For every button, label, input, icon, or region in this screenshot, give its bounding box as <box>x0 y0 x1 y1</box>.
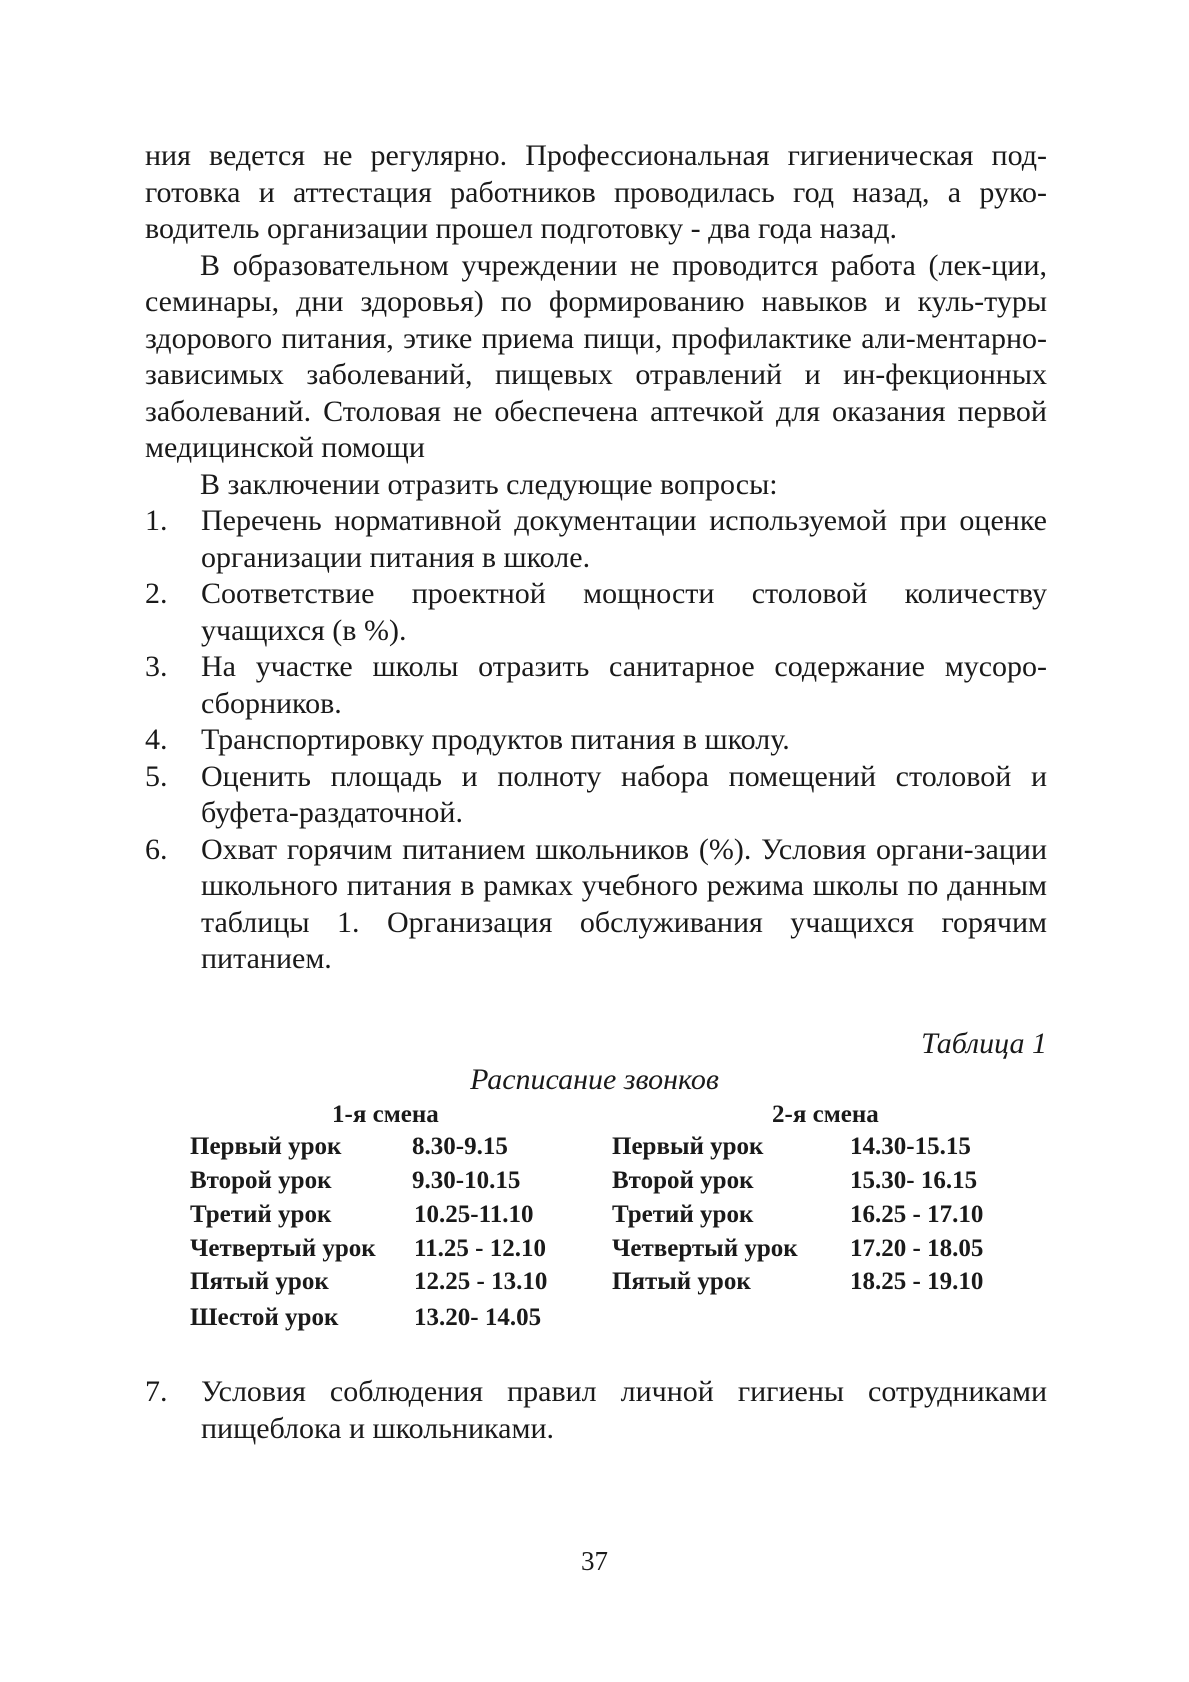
lesson-name: Четвертый урок <box>612 1235 798 1262</box>
lesson-time: 17.20 - 18.05 <box>850 1235 984 1262</box>
lesson-time: 14.30-15.15 <box>850 1133 971 1160</box>
list-item-number: 4. <box>145 723 168 756</box>
list-item-7 <box>145 1374 1047 1447</box>
lesson-name: Первый урок <box>190 1133 342 1160</box>
lesson-time: 8.30-9.15 <box>412 1133 508 1160</box>
lesson-name: Шестой урок <box>190 1304 339 1331</box>
lesson-name: Третий урок <box>190 1201 332 1228</box>
conclusion-questions-list-continued <box>145 1374 1047 1447</box>
lesson-time: 9.30-10.15 <box>412 1167 521 1194</box>
table-title: Расписание звонков <box>470 1063 719 1096</box>
lesson-time: 12.25 - 13.10 <box>414 1268 548 1295</box>
list-item-number: 1. <box>145 504 168 537</box>
lesson-time: 10.25-11.10 <box>414 1201 534 1228</box>
list-item-text: Транспортировку продуктов питания в школу. <box>201 723 790 756</box>
shift1-header: 1-я смена <box>332 1101 439 1128</box>
list-item-text: Охват горячим питанием школьников (%). Условия органи-зации школьного питания в рамках учебного режима школы по данным таблицы 1. Организация обслуживания учащихся горячим питанием. <box>201 832 1047 975</box>
list-item-text: На участке школы отразить санитарное содержание мусоро-сборников. <box>201 650 1047 720</box>
list-item-number: 7. <box>145 1375 168 1408</box>
list-item <box>145 832 1047 978</box>
list-item <box>145 503 1047 576</box>
list-item-text: Соответствие проектной мощности столовой количеству учащихся (в %). <box>201 577 1047 647</box>
paragraph-continuation: ния ведется не регулярно. Профессиональная гигиеническая под-готовка и аттестация работников проводилась год назад, а руко-водитель организации прошел подготовку - два года назад. <box>145 139 1047 245</box>
list-item-text: Условия соблюдения правил личной гигиены сотрудниками пищеблока и школьниками. <box>201 1375 1047 1445</box>
list-item <box>145 1374 1047 1447</box>
list-item-text: Оценить площадь и полноту набора помещений столовой и буфета-раздаточной. <box>201 759 1047 829</box>
lesson-name: Второй урок <box>612 1167 754 1194</box>
lesson-time: 13.20- 14.05 <box>414 1304 542 1331</box>
list-item-number: 3. <box>145 650 168 683</box>
shift2-header: 2-я смена <box>772 1101 879 1128</box>
list-item <box>145 722 1047 759</box>
conclusion-questions-list <box>145 503 1047 978</box>
list-item <box>145 649 1047 722</box>
page-number: 37 <box>581 1546 608 1576</box>
lesson-time: 15.30- 16.15 <box>850 1167 978 1194</box>
list-item-number: 5. <box>145 759 168 793</box>
lesson-time: 16.25 - 17.10 <box>850 1201 984 1228</box>
lesson-name: Пятый урок <box>190 1268 329 1295</box>
lesson-name: Пятый урок <box>612 1268 751 1295</box>
lesson-name: Второй урок <box>190 1167 332 1194</box>
table-caption: Таблица 1 <box>921 1027 1047 1060</box>
lesson-time: 18.25 - 19.10 <box>850 1268 984 1295</box>
paragraph-conclusion-intro: В заключении отразить следующие вопросы: <box>200 467 778 501</box>
lesson-name: Третий урок <box>612 1201 754 1228</box>
list-item-text: Перечень нормативной документации используемой при оценке организации питания в школе. <box>201 504 1047 574</box>
body-text <box>145 138 1047 978</box>
lesson-time: 11.25 - 12.10 <box>414 1235 546 1262</box>
list-item <box>145 759 1047 832</box>
lesson-name: Четвертый урок <box>190 1235 376 1262</box>
list-item-number: 6. <box>145 832 168 866</box>
list-item <box>145 576 1047 649</box>
list-item-number: 2. <box>145 577 168 610</box>
paragraph-no-health-education: В образовательном учреждении не проводится работа (лек-ции, семинары, дни здоровья) по формированию навыков и куль-туры здорового питания, этике приема пищи, профилактике али-ментарно-зависимых заболеваний, пищевых отравлений и ин-фекционных заболеваний. Столовая не обеспечена аптечкой для оказания первой медицинской помощи <box>145 248 1047 464</box>
lesson-name: Первый урок <box>612 1133 764 1160</box>
